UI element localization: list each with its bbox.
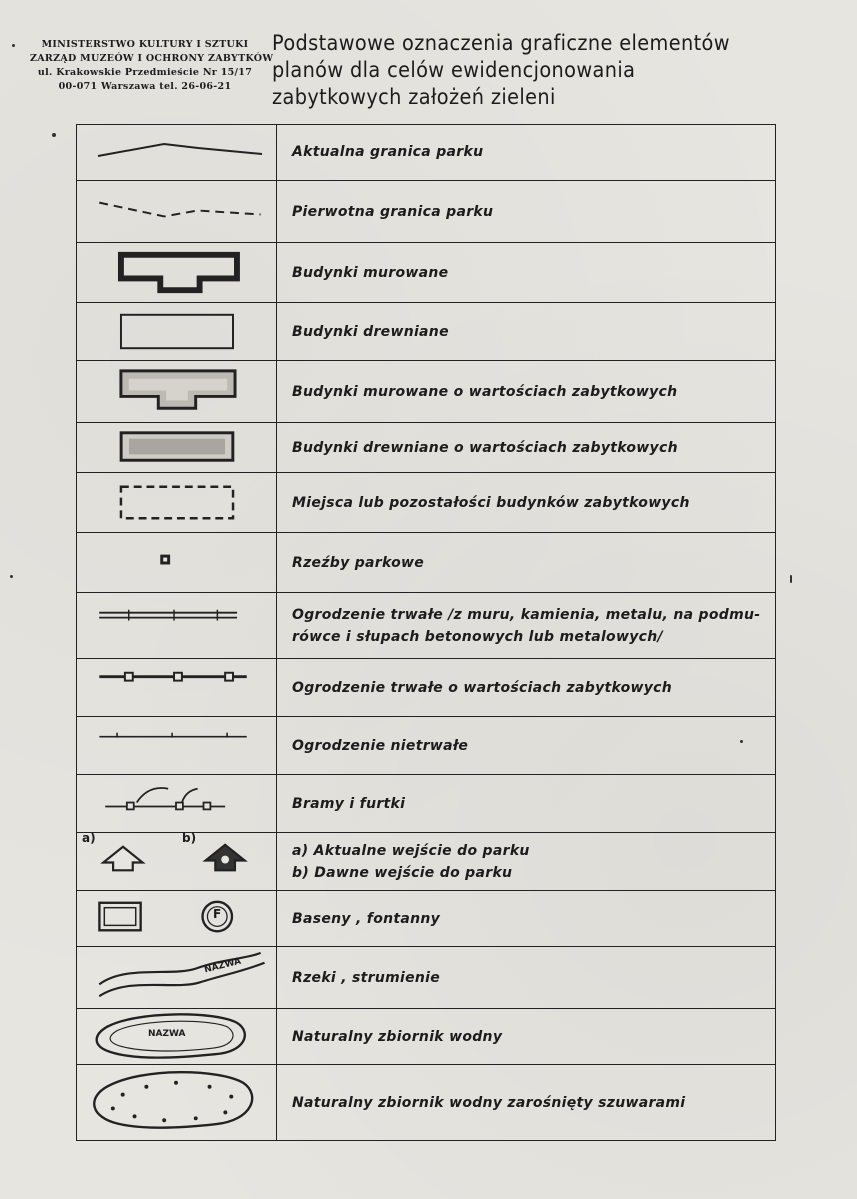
legend-label: Bramy i furtki	[292, 795, 406, 812]
legend-label: Budynki murowane	[292, 264, 449, 281]
legend-label-line: rówce i słupach betonowych lub metalowych/	[292, 628, 663, 645]
gates-symbol	[76, 775, 276, 832]
scan-speck	[52, 133, 56, 137]
temporary-fence-symbol	[76, 717, 276, 774]
ministry-line: MINISTERSTWO KULTURY I SZTUKI	[41, 39, 249, 50]
river-name-tag: NAZWA	[203, 956, 243, 976]
legend-label: Naturalny zbiornik wodny zarośnięty szuwarami	[292, 1095, 686, 1111]
ministry-header	[30, 38, 274, 94]
legend-label: Rzeźby parkowe	[292, 554, 425, 571]
brick-building-symbol	[76, 243, 276, 302]
legend-row	[76, 360, 776, 422]
dashed-boundary-line-symbol	[76, 181, 276, 242]
legend-label: Baseny , fontanny	[292, 910, 441, 927]
legend-label	[292, 833, 772, 890]
ministry-line: ul. Krakowskie Przedmieście Nr 15/17	[37, 67, 253, 78]
scan-speck	[740, 740, 743, 743]
legend-row	[76, 774, 776, 832]
legend-label: Aktualna granica parku	[292, 144, 484, 160]
legend-row	[76, 832, 776, 890]
legend-row	[76, 124, 776, 180]
entrance-marker-b: b)	[182, 831, 197, 845]
legend-label: Budynki drewniane	[292, 323, 449, 340]
title-line: Podstawowe oznaczenia graficzne elementów	[272, 31, 730, 55]
scan-speck	[10, 575, 13, 578]
historic-wooden-building-symbol	[76, 423, 276, 472]
legend-label: Ogrodzenie trwałe o wartościach zabytkowych	[292, 679, 673, 696]
title-line: planów dla celów ewidencjonowania	[272, 58, 636, 82]
legend-label: Budynki murowane o wartościach zabytkowych	[292, 383, 678, 400]
permanent-fence-symbol	[76, 593, 276, 658]
solid-boundary-line-symbol	[76, 124, 276, 180]
legend-label-line: Ogrodzenie trwałe /z muru, kamienia, metalu, na podmu-	[292, 606, 761, 623]
legend-label-line: b) Dawne wejście do parku	[292, 864, 513, 881]
reed-pond-symbol	[76, 1065, 276, 1141]
legend-row	[76, 946, 776, 1008]
scan-speck	[12, 44, 15, 47]
legend-row	[76, 302, 776, 360]
legend-row	[76, 472, 776, 532]
legend-row	[76, 242, 776, 302]
fountain-letter: F	[213, 907, 222, 921]
historic-fence-symbol	[76, 659, 276, 716]
entrance-marker-a: a)	[82, 831, 96, 845]
scan-speck	[790, 575, 792, 583]
wooden-building-symbol	[76, 303, 276, 360]
legend-label: Miejsca lub pozostałości budynków zabytkowych	[292, 494, 690, 511]
legend-row	[76, 592, 776, 658]
entrances-symbol	[76, 833, 276, 890]
river-symbol	[76, 947, 276, 1008]
current-entrance-arrow-icon	[103, 847, 142, 871]
title-line: zabytkowych założeń zieleni	[272, 85, 556, 109]
pond-symbol	[76, 1009, 276, 1064]
legend-label: Rzeki , strumienie	[292, 969, 441, 986]
legend-row	[76, 532, 776, 592]
legend-label: Budynki drewniane o wartościach zabytkowych	[292, 439, 678, 456]
legend-label: Pierwotna granica parku	[292, 203, 494, 220]
legend-row	[76, 1008, 776, 1064]
legend-row	[76, 422, 776, 472]
ministry-line: 00-071 Warszawa tel. 26-06-21	[58, 81, 232, 92]
legend-row	[76, 658, 776, 716]
document-title	[272, 30, 832, 111]
legend-label: Naturalny zbiornik wodny	[292, 1028, 503, 1045]
legend-row	[76, 890, 776, 946]
legend-row	[76, 180, 776, 242]
former-building-remains-symbol	[76, 473, 276, 532]
pools-fountains-symbol	[76, 891, 276, 946]
park-sculpture-symbol	[76, 533, 276, 592]
legend-label: Ogrodzenie nietrwałe	[292, 737, 469, 754]
legend-row	[76, 1064, 776, 1141]
legend-label-line: a) Aktualne wejście do parku	[292, 842, 530, 859]
legend-label	[292, 593, 772, 658]
ministry-line: ZARZĄD MUZEÓW I OCHRONY ZABYTKÓW	[30, 53, 274, 64]
historic-brick-building-symbol	[76, 361, 276, 422]
legend-row	[76, 716, 776, 774]
pond-name-tag: NAZWA	[148, 1029, 186, 1039]
